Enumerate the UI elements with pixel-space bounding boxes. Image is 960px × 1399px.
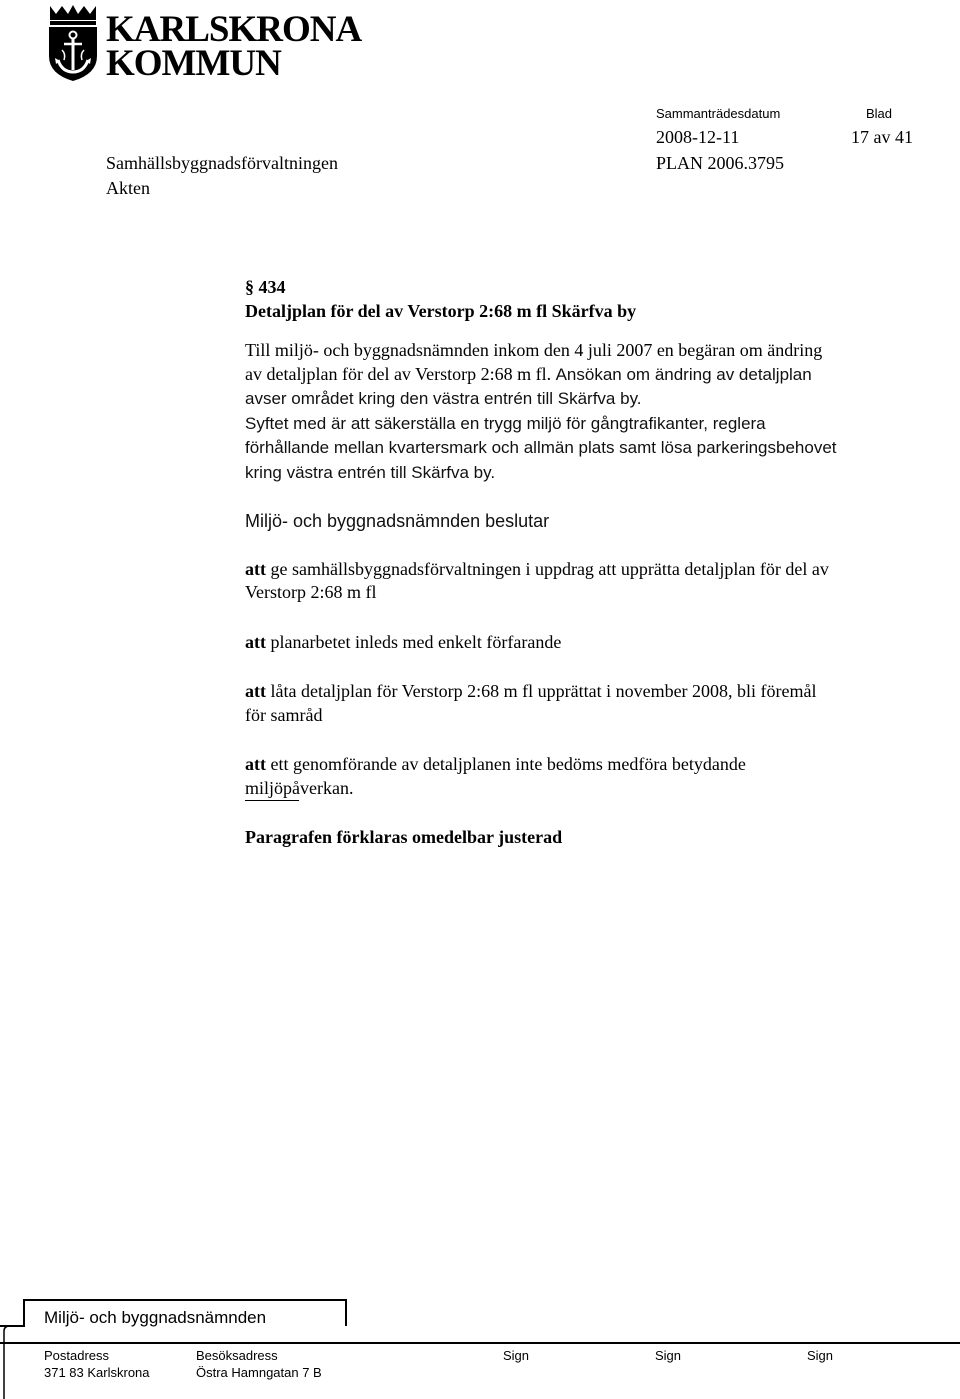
section-number-value: 434 [258, 277, 286, 297]
intro-line-2-part-1: av detaljplan för del av Verstorp 2:68 m fl. [245, 363, 552, 384]
meeting-date: 2008-12-11 [656, 127, 740, 147]
intro-line-2-part-2: Ansökan om ändring av detaljplan [555, 364, 812, 384]
decision-item-lead: att [245, 631, 266, 652]
department-name: Samhällsbyggnadsförvaltningen [106, 153, 338, 173]
protocol-section [245, 276, 950, 850]
decision-item-lead: att [245, 558, 266, 579]
logo-line-1: KARLSKRONA [106, 9, 362, 50]
purpose-line-3: kring västra entrén till Skärfva by. [245, 462, 496, 482]
footer-committee: Miljö- och byggnadsnämnden [44, 1308, 267, 1327]
section-number [245, 276, 950, 300]
postal-value: 371 83 Karlskrona [44, 1365, 150, 1380]
visit-value: Östra Hamngatan 7 B [196, 1365, 322, 1380]
page-label: Blad [866, 106, 893, 121]
visit-label: Besöksadress [196, 1348, 278, 1363]
logo-line-2: KOMMUN [106, 43, 281, 84]
decision-item [245, 753, 950, 800]
decision-item [245, 631, 950, 655]
section-mark: § [245, 277, 254, 297]
page-number: 17 av 41 [851, 127, 913, 147]
decision-item-text: ge samhällsbyggnadsförvaltningen i uppdrag att upprätta detaljplan för del av [270, 558, 829, 579]
decision-item [245, 558, 950, 605]
decision-item-lead: att [245, 681, 266, 701]
decision-item-text: låta detaljplan för Verstorp 2:68 m fl upprättat i november 2008, bli föremål [270, 681, 817, 701]
plan-reference: PLAN 2006.3795 [656, 153, 785, 173]
intro-line-3: avser området kring den västra entrén till Skärfva by. [245, 389, 642, 408]
decision-item [245, 680, 950, 727]
purpose-line-1: Syftet med är att säkerställa en trygg miljö för gångtrafikanter, reglera [245, 413, 766, 433]
postal-label: Postadress [44, 1348, 110, 1363]
sign-field: Sign [503, 1348, 530, 1363]
sign-field: Sign [655, 1348, 682, 1363]
decision-item-text-cont: miljöpåverkan. [245, 777, 354, 798]
closing-statement: Paragrafen förklaras omedelbar justerad [245, 827, 563, 847]
date-label: Sammanträdesdatum [656, 106, 781, 121]
decision-item-text-cont: Verstorp 2:68 m fl [245, 582, 377, 602]
sign-field: Sign [807, 1348, 834, 1363]
decision-item-text: ett genomförande av detaljplanen inte bedöms medföra betydande [270, 754, 746, 774]
document-type: Akten [106, 178, 150, 198]
decision-heading: Miljö- och byggnadsnämnden beslutar [245, 511, 550, 531]
page-footer [0, 1296, 960, 1399]
municipality-logo [44, 4, 362, 84]
intro-line-1: Till miljö- och byggnadsnämnden inkom den 4 juli 2007 en begäran om ändring [245, 340, 823, 360]
section-title: Detaljplan för del av Verstorp 2:68 m fl Skärfva by [245, 300, 637, 321]
decision-item-text-cont: för samråd [245, 704, 323, 725]
coat-of-arms-icon [44, 4, 102, 82]
decision-item-text: planarbetet inleds med enkelt förfarande [270, 631, 562, 652]
decision-item-lead: att [245, 754, 266, 774]
intro-line-2 [245, 363, 950, 388]
purpose-line-2: förhållande mellan kvartersmark och allmän plats samt lösa parkeringsbehovet [245, 438, 837, 457]
